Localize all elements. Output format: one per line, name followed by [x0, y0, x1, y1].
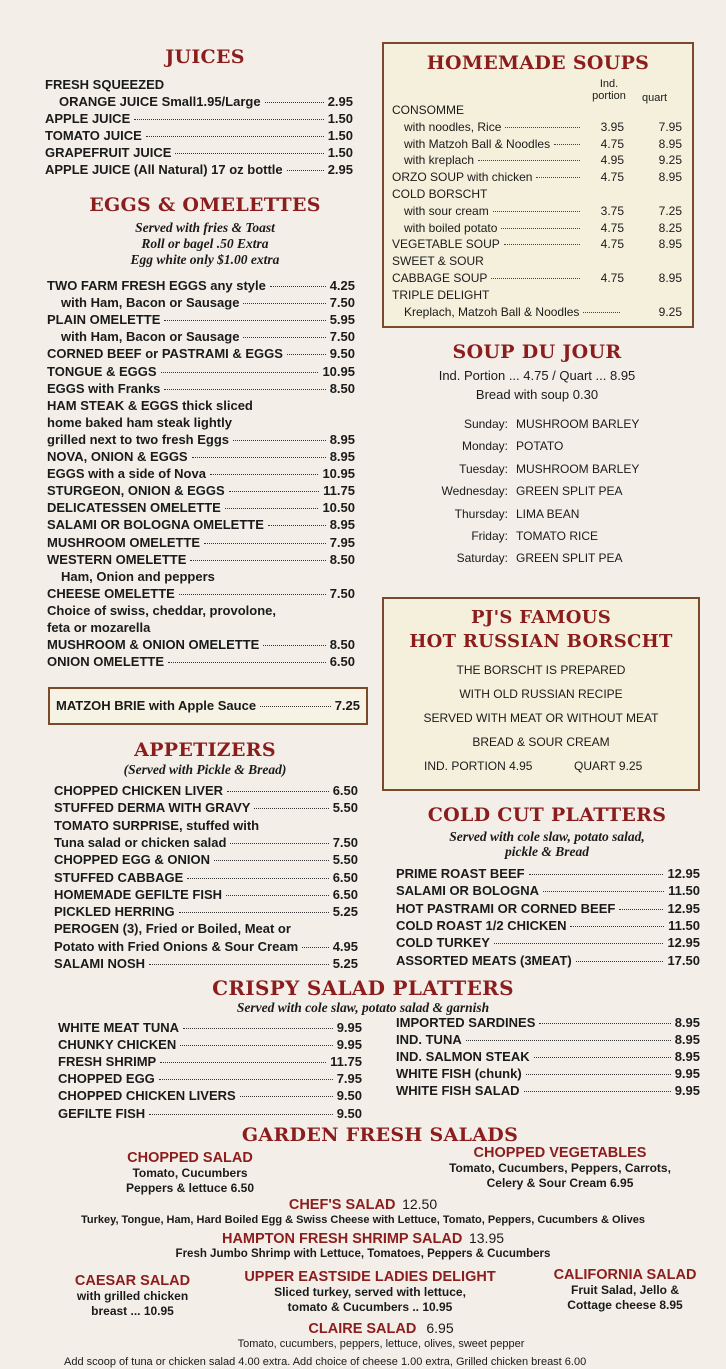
item-name: with Ham, Bacon or Sausage — [61, 329, 240, 345]
item-note: home baked ham steak lightly — [47, 414, 232, 430]
claire-salad-desc: Tomato, cucumbers, peppers, lettuce, olives, sweet pepper — [237, 1338, 525, 1350]
item-price: 8.50 — [329, 551, 355, 567]
item-name: WESTERN OMELETTE — [47, 551, 187, 567]
item-price: 5.50 — [332, 852, 358, 868]
menu-item-row — [47, 431, 355, 448]
item-name: ONION OMELETTE — [47, 654, 164, 670]
menu-item-row — [396, 882, 700, 899]
item-price: 2.95 — [327, 162, 353, 177]
hampton-salad-title: HAMPTON FRESH SHRIMP SALAD — [221, 1231, 463, 1247]
item-name: COLD ROAST 1/2 CHICKEN — [396, 917, 567, 933]
item-note: Choice of swiss, cheddar, provolone, — [47, 602, 276, 618]
menu-item-row — [47, 534, 355, 551]
soup-row — [404, 136, 682, 152]
menu-item-row — [396, 900, 700, 917]
menu-item-row — [45, 127, 353, 144]
item-name: CHOPPED EGG — [58, 1071, 155, 1087]
claire-salad-title: CLAIRE SALAD — [308, 1321, 417, 1337]
menu-item-row — [45, 161, 353, 178]
item-name: SALAMI OR BOLOGNA — [396, 883, 539, 899]
menu-item-row — [396, 952, 700, 969]
item-price: 12.95 — [667, 866, 700, 881]
item-price: 12.95 — [667, 900, 700, 916]
soup-day-row — [398, 460, 639, 478]
soup-name: CONSOMME — [392, 103, 464, 117]
item-price: 10.95 — [322, 363, 355, 379]
item-name: COLD TURKEY — [396, 935, 490, 951]
item-price: 7.25 — [334, 698, 360, 713]
item-name: CHEESE OMELETTE — [47, 585, 175, 601]
menu-item-row — [58, 1019, 362, 1036]
day-name: Saturday: — [456, 551, 508, 566]
item-note: PEROGEN (3), Fried or Boiled, Meat or — [54, 921, 291, 937]
matzoh-brie-box — [48, 687, 368, 725]
item-name: ORANGE JUICE Small1.95/Large — [59, 94, 261, 109]
item-name: CHOPPED CHICKEN LIVERS — [58, 1088, 236, 1104]
california-salad — [530, 1268, 720, 1313]
menu-item-row — [54, 799, 358, 816]
appetizers-title: APPETIZERS — [134, 739, 276, 761]
item-name: PLAIN OMELETTE — [47, 312, 161, 328]
menu-item-row — [45, 144, 353, 161]
chopped-vegetables — [410, 1146, 710, 1191]
soup-day-row — [398, 437, 563, 455]
menu-item-row — [47, 516, 355, 533]
soup-row — [392, 287, 682, 303]
hampton-salad-desc: Fresh Jumbo Shrimp with Lettuce, Tomatoes, Peppers & Cucumbers — [175, 1248, 551, 1260]
menu-item-row — [47, 465, 355, 482]
item-price: 11.75 — [330, 1054, 362, 1070]
menu-item-row — [47, 277, 355, 294]
soup-row — [392, 102, 682, 118]
item-price: 7.95 — [329, 534, 355, 550]
menu-item-row — [54, 782, 358, 799]
soup-ind-price: 4.75 — [600, 237, 624, 252]
menu-item-row — [47, 585, 355, 602]
item-name: WHITE MEAT TUNA — [58, 1020, 180, 1035]
item-name: HOMEMADE GEFILTE FISH — [54, 886, 223, 902]
chopped-salad-desc1: Tomato, Cucumbers — [132, 1166, 248, 1180]
item-name: STUFFED DERMA WITH GRAVY — [54, 800, 251, 816]
item-name: SALAMI NOSH — [54, 956, 145, 971]
item-price: 6.50 — [332, 886, 358, 902]
caesar-salad-desc1: with grilled chicken — [76, 1289, 189, 1303]
item-name: TOMATO JUICE — [45, 128, 142, 143]
menu-item-row — [54, 886, 358, 903]
item-name: GRAPEFRUIT JUICE — [45, 145, 172, 160]
soup-day-row — [398, 482, 622, 500]
item-name: PRIME ROAST BEEF — [396, 866, 525, 881]
day-soup: LIMA BEAN — [516, 506, 580, 521]
item-price: 7.50 — [332, 834, 358, 850]
soups-col-quart: quart — [642, 92, 668, 104]
california-salad-desc2: Cottage cheese 8.95 — [567, 1298, 683, 1312]
menu-item-row — [61, 328, 355, 345]
menu-item-row — [47, 636, 355, 653]
item-price: 9.95 — [336, 1020, 362, 1035]
item-price: 7.50 — [329, 329, 355, 345]
soup-ind-price: 4.75 — [600, 170, 624, 185]
borscht-box — [382, 597, 700, 791]
menu-item-row — [58, 1053, 362, 1070]
menu-item-row — [47, 380, 355, 397]
day-soup: MUSHROOM BARLEY — [516, 417, 640, 431]
chefs-salad — [0, 1197, 726, 1228]
item-note: HAM STEAK & EGGS thick sliced — [47, 397, 253, 413]
menu-item-row — [58, 1070, 362, 1087]
menu-item-row — [396, 865, 700, 882]
soup-row — [404, 203, 682, 219]
chopped-vegetables-desc1: Tomato, Cucumbers, Peppers, Carrots, — [449, 1161, 671, 1175]
item-name: CHUNKY CHICKEN — [58, 1037, 177, 1053]
soup-day-row — [398, 549, 622, 567]
item-name: with Ham, Bacon or Sausage — [61, 295, 240, 311]
soup-quart-price: 8.95 — [658, 271, 682, 285]
soup-ind-price: 4.75 — [600, 271, 624, 285]
soup-name: with noodles, Rice — [404, 119, 502, 134]
item-name: MUSHROOM & ONION OMELETTE — [47, 637, 260, 653]
soup-quart-price: 7.25 — [658, 203, 682, 218]
item-price: 8.95 — [329, 517, 355, 533]
garden-title: GARDEN FRESH SALADS — [241, 1124, 519, 1146]
item-price: 6.50 — [329, 654, 355, 670]
item-price: 17.50 — [667, 952, 700, 968]
soup-ind-price: 4.75 — [600, 136, 624, 151]
menu-item-row — [396, 1014, 700, 1031]
menu-item-row — [396, 1065, 700, 1082]
item-price: 9.50 — [329, 346, 355, 362]
chopped-salad-desc2: Peppers & lettuce 6.50 — [125, 1181, 255, 1195]
soup-quart-price: 9.25 — [658, 304, 682, 319]
menu-item-row — [396, 1048, 700, 1065]
claire-salad-price: 6.95 — [426, 1320, 454, 1336]
item-name: CHOPPED EGG & ONION — [54, 852, 211, 868]
day-name: Friday: — [471, 529, 508, 543]
menu-item-row — [58, 1105, 362, 1122]
fresh-squeezed-label: FRESH SQUEEZED — [45, 77, 165, 92]
soups-col-ind — [584, 78, 634, 102]
crispy-sub: Served with cole slaw, potato salad & garnish — [236, 1000, 490, 1015]
menu-item-row — [54, 955, 358, 972]
menu-item-row — [396, 917, 700, 934]
cold-cut-title: COLD CUT PLATTERS — [427, 804, 667, 826]
soup-name: Kreplach, Matzoh Ball & Noodles — [404, 304, 580, 319]
soup-name: with kreplach — [404, 153, 475, 168]
item-price: 9.95 — [336, 1037, 362, 1053]
upper-eastside-desc2: tomato & Cucumbers .. 10.95 — [287, 1300, 453, 1314]
soup-ind-price: 4.95 — [600, 153, 624, 168]
chefs-salad-title: CHEF'S SALAD — [288, 1197, 396, 1213]
day-soup: TOMATO RICE — [516, 529, 599, 543]
menu-item-row — [61, 294, 355, 311]
soup-quart-price: 8.95 — [658, 237, 682, 252]
item-price: 7.50 — [329, 295, 355, 311]
item-name: TWO FARM FRESH EGGS any style — [47, 278, 266, 293]
item-price: 6.50 — [332, 869, 358, 885]
item-name: WHITE FISH SALAD — [396, 1083, 520, 1099]
soup-name: with Matzoh Ball & Noodles — [404, 136, 551, 151]
item-note: Ham, Onion and peppers — [61, 568, 215, 584]
item-price: 6.50 — [332, 783, 358, 798]
item-price: 5.25 — [332, 904, 358, 920]
soup-row — [392, 169, 682, 185]
menu-item-row — [396, 1031, 700, 1048]
item-price: 2.95 — [327, 94, 353, 109]
day-name: Wednesday: — [441, 484, 508, 499]
eggs-sub3: Egg white only $1.00 extra — [130, 252, 280, 267]
item-name: NOVA, ONION & EGGS — [47, 449, 188, 464]
soup-name: COLD BORSCHT — [392, 187, 488, 201]
soups-title: HOMEMADE SOUPS — [426, 52, 650, 74]
hampton-salad-price: 13.95 — [468, 1230, 505, 1246]
item-note: feta or mozarella — [47, 620, 151, 635]
item-note: TOMATO SURPRISE, stuffed with — [54, 817, 260, 833]
day-soup: GREEN SPLIT PEA — [516, 484, 623, 499]
item-name: Tuna salad or chicken salad — [54, 834, 227, 850]
item-price: 4.25 — [329, 278, 355, 293]
item-name: EGGS with a side of Nova — [47, 466, 206, 482]
item-price: 7.95 — [336, 1071, 362, 1087]
item-price: 8.50 — [329, 380, 355, 396]
item-name: GEFILTE FISH — [58, 1105, 146, 1121]
item-price: 12.95 — [667, 935, 700, 951]
item-name: DELICATESSEN OMELETTE — [47, 500, 221, 516]
day-name: Sunday: — [463, 417, 508, 431]
soup-quart-price: 8.95 — [658, 136, 682, 151]
menu-item-row — [54, 903, 358, 920]
borscht-quart: QUART 9.25 — [574, 759, 643, 773]
item-name: APPLE JUICE (All Natural) 17 oz bottle — [45, 162, 283, 177]
item-price: 11.75 — [323, 483, 355, 499]
crispy-title: CRISPY SALAD PLATTERS — [212, 976, 514, 1000]
menu-item-row — [59, 93, 353, 110]
chopped-vegetables-title: CHOPPED VEGETABLES — [473, 1145, 647, 1161]
item-name: IND. SALMON STEAK — [396, 1049, 530, 1065]
borscht-title2: HOT RUSSIAN BORSCHT — [409, 631, 673, 652]
soup-name: with boiled potato — [404, 220, 498, 235]
soup-row — [404, 152, 682, 168]
soup-row — [392, 253, 682, 269]
item-name: SALAMI OR BOLOGNA OMELETTE — [47, 517, 264, 533]
appetizers-sub: (Served with Pickle & Bread) — [123, 762, 287, 777]
menu-item-row — [58, 1036, 362, 1053]
california-salad-title: CALIFORNIA SALAD — [553, 1267, 697, 1283]
soup-day-row — [398, 505, 579, 523]
item-name: TONGUE & EGGS — [47, 363, 157, 379]
borscht-line3: SERVED WITH MEAT OR WITHOUT MEAT — [423, 711, 659, 725]
caesar-salad-title: CAESAR SALAD — [74, 1273, 191, 1289]
soups-col-ind-label: Ind. — [599, 78, 619, 90]
menu-item-row — [54, 851, 358, 868]
item-price: 8.95 — [674, 1049, 700, 1065]
soup-quart-price: 9.25 — [658, 153, 682, 168]
item-price: 8.95 — [674, 1015, 700, 1030]
item-name: FRESH SHRIMP — [58, 1054, 157, 1070]
soups-col-portion-label: portion — [592, 90, 626, 102]
item-price: 9.95 — [674, 1066, 700, 1082]
item-name: IMPORTED SARDINES — [396, 1015, 536, 1030]
soup-quart-price: 8.95 — [658, 170, 682, 185]
soup-ind-price: 3.95 — [600, 119, 624, 134]
item-price: 5.50 — [332, 800, 358, 816]
item-name: PICKLED HERRING — [54, 904, 175, 920]
homemade-soups-box — [382, 42, 694, 328]
soup-row — [392, 270, 682, 286]
claire-salad — [0, 1321, 726, 1352]
item-price: 7.50 — [329, 585, 355, 601]
item-price: 1.50 — [327, 145, 353, 160]
soup-name: CABBAGE SOUP — [392, 271, 488, 285]
menu-item-row — [47, 551, 355, 568]
upper-eastside-desc1: Sliced turkey, served with lettuce, — [274, 1285, 466, 1299]
soup-name: with sour cream — [404, 203, 489, 218]
item-name: MUSHROOM OMELETTE — [47, 534, 201, 550]
menu-item-row — [47, 311, 355, 328]
item-name: CHOPPED CHICKEN LIVER — [54, 783, 224, 798]
soup-row — [392, 186, 682, 202]
menu-item-row — [47, 482, 355, 499]
soup-ind-price: 3.75 — [600, 203, 624, 218]
item-name: HOT PASTRAMI OR CORNED BEEF — [396, 900, 616, 916]
eggs-title: EGGS & OMELETTES — [89, 194, 321, 216]
item-price: 8.50 — [329, 637, 355, 653]
item-name: ASSORTED MEATS (3MEAT) — [396, 952, 572, 968]
item-name: APPLE JUICE — [45, 111, 131, 126]
soup-day-row — [398, 527, 598, 545]
menu-item-row — [54, 869, 358, 886]
borscht-line4: BREAD & SOUR CREAM — [472, 735, 610, 749]
chopped-vegetables-desc2: Celery & Sour Cream 6.95 — [486, 1176, 634, 1190]
item-price: 11.50 — [668, 883, 700, 899]
hampton-salad — [0, 1231, 726, 1262]
menu-item-row — [47, 345, 355, 362]
item-name: Potato with Fried Onions & Sour Cream — [54, 938, 299, 954]
item-price: 10.95 — [322, 466, 355, 482]
item-name: CORNED BEEF or PASTRAMI & EGGS — [47, 346, 283, 362]
item-price: 11.50 — [668, 917, 700, 933]
eggs-sub1: Served with fries & Toast — [135, 220, 275, 235]
caesar-salad-desc2: breast ... 10.95 — [91, 1304, 174, 1318]
menu-item-row — [396, 934, 700, 951]
item-price: 1.50 — [327, 111, 353, 126]
menu-item-row — [58, 1087, 362, 1104]
caesar-salad — [50, 1274, 215, 1319]
cold-cut-sub2: pickle & Bread — [505, 844, 589, 859]
matzoh-brie-row — [56, 697, 360, 714]
menu-item-row — [47, 653, 355, 670]
menu-item-row — [47, 448, 355, 465]
item-price: 5.95 — [329, 312, 355, 328]
soup-name: VEGETABLE SOUP — [392, 237, 500, 252]
soup-quart-price: 8.25 — [658, 220, 682, 235]
upper-eastside-title: UPPER EASTSIDE LADIES DELIGHT — [244, 1269, 496, 1285]
menu-item-row — [47, 499, 355, 516]
item-price: 9.50 — [336, 1105, 362, 1121]
soup-ind-price: 4.75 — [600, 220, 624, 235]
borscht-line1: THE BORSCHT IS PREPARED — [456, 663, 626, 677]
juices-title: JUICES — [165, 46, 245, 68]
cold-cut-sub1: Served with cole slaw, potato salad, — [449, 829, 645, 844]
soup-name: ORZO SOUP with chicken — [392, 170, 533, 185]
chefs-salad-desc: Turkey, Tongue, Ham, Hard Boiled Egg & Swiss Cheese with Lettuce, Tomato, Peppers, Cucumbers & Olives — [81, 1214, 645, 1226]
day-name: Thursday: — [454, 506, 508, 521]
menu-item-row — [47, 363, 355, 380]
soup-name: TRIPLE DELIGHT — [392, 287, 490, 302]
day-name: Tuesday: — [459, 461, 508, 476]
soup-row — [404, 119, 682, 135]
borscht-ind-portion: IND. PORTION 4.95 — [424, 759, 533, 773]
item-name: STURGEON, ONION & EGGS — [47, 483, 225, 499]
chopped-salad-title: CHOPPED SALAD — [127, 1150, 253, 1166]
soup-name: SWEET & SOUR — [392, 254, 484, 269]
menu-item-row — [54, 834, 358, 851]
day-name: Monday: — [461, 439, 508, 454]
soup-row — [404, 220, 682, 236]
borscht-line2: WITH OLD RUSSIAN RECIPE — [459, 687, 623, 701]
soup-row — [404, 304, 682, 320]
day-soup: POTATO — [516, 439, 564, 454]
item-name: IND. TUNA — [396, 1032, 462, 1048]
soup-quart-price: 7.95 — [658, 119, 682, 134]
item-name: WHITE FISH (chunk) — [396, 1066, 522, 1082]
eggs-sub2: Roll or bagel .50 Extra — [141, 236, 269, 251]
item-price: 9.95 — [674, 1083, 700, 1099]
soup-du-jour-prices: Ind. Portion ... 4.75 / Quart ... 8.95 — [438, 368, 636, 383]
item-name: EGGS with Franks — [47, 380, 161, 396]
item-price: 8.95 — [674, 1032, 700, 1048]
upper-eastside-salad — [222, 1270, 518, 1315]
item-price: 5.25 — [332, 956, 358, 971]
item-price: 4.95 — [332, 938, 358, 954]
borscht-title1: PJ'S FAMOUS — [470, 607, 612, 628]
menu-item-row — [45, 110, 353, 127]
day-soup: GREEN SPLIT PEA — [516, 551, 623, 566]
day-soup: MUSHROOM BARLEY — [516, 461, 640, 476]
item-price: 1.50 — [327, 128, 353, 143]
chopped-salad — [90, 1151, 290, 1196]
item-price: 8.95 — [329, 449, 355, 464]
item-price: 10.50 — [322, 500, 355, 516]
item-name: STUFFED CABBAGE — [54, 869, 184, 885]
soup-du-jour-bread: Bread with soup 0.30 — [475, 387, 599, 402]
soup-day-row — [398, 415, 639, 433]
item-price: 8.95 — [329, 431, 355, 447]
chefs-salad-price: 12.50 — [402, 1196, 438, 1212]
soup-row — [392, 236, 682, 252]
california-salad-desc1: Fruit Salad, Jello & — [570, 1283, 680, 1297]
soup-du-jour-title: SOUP DU JOUR — [452, 341, 622, 363]
item-name: MATZOH BRIE with Apple Sauce — [56, 698, 257, 713]
item-price: 9.50 — [336, 1088, 362, 1104]
item-name: grilled next to two fresh Eggs — [47, 431, 230, 447]
menu-item-row — [54, 938, 358, 955]
menu-item-row — [396, 1082, 700, 1099]
garden-footer-note: Add scoop of tuna or chicken salad 4.00 extra. Add choice of cheese 1.00 extra, Grilled chicken breast 6.00 — [64, 1356, 587, 1368]
